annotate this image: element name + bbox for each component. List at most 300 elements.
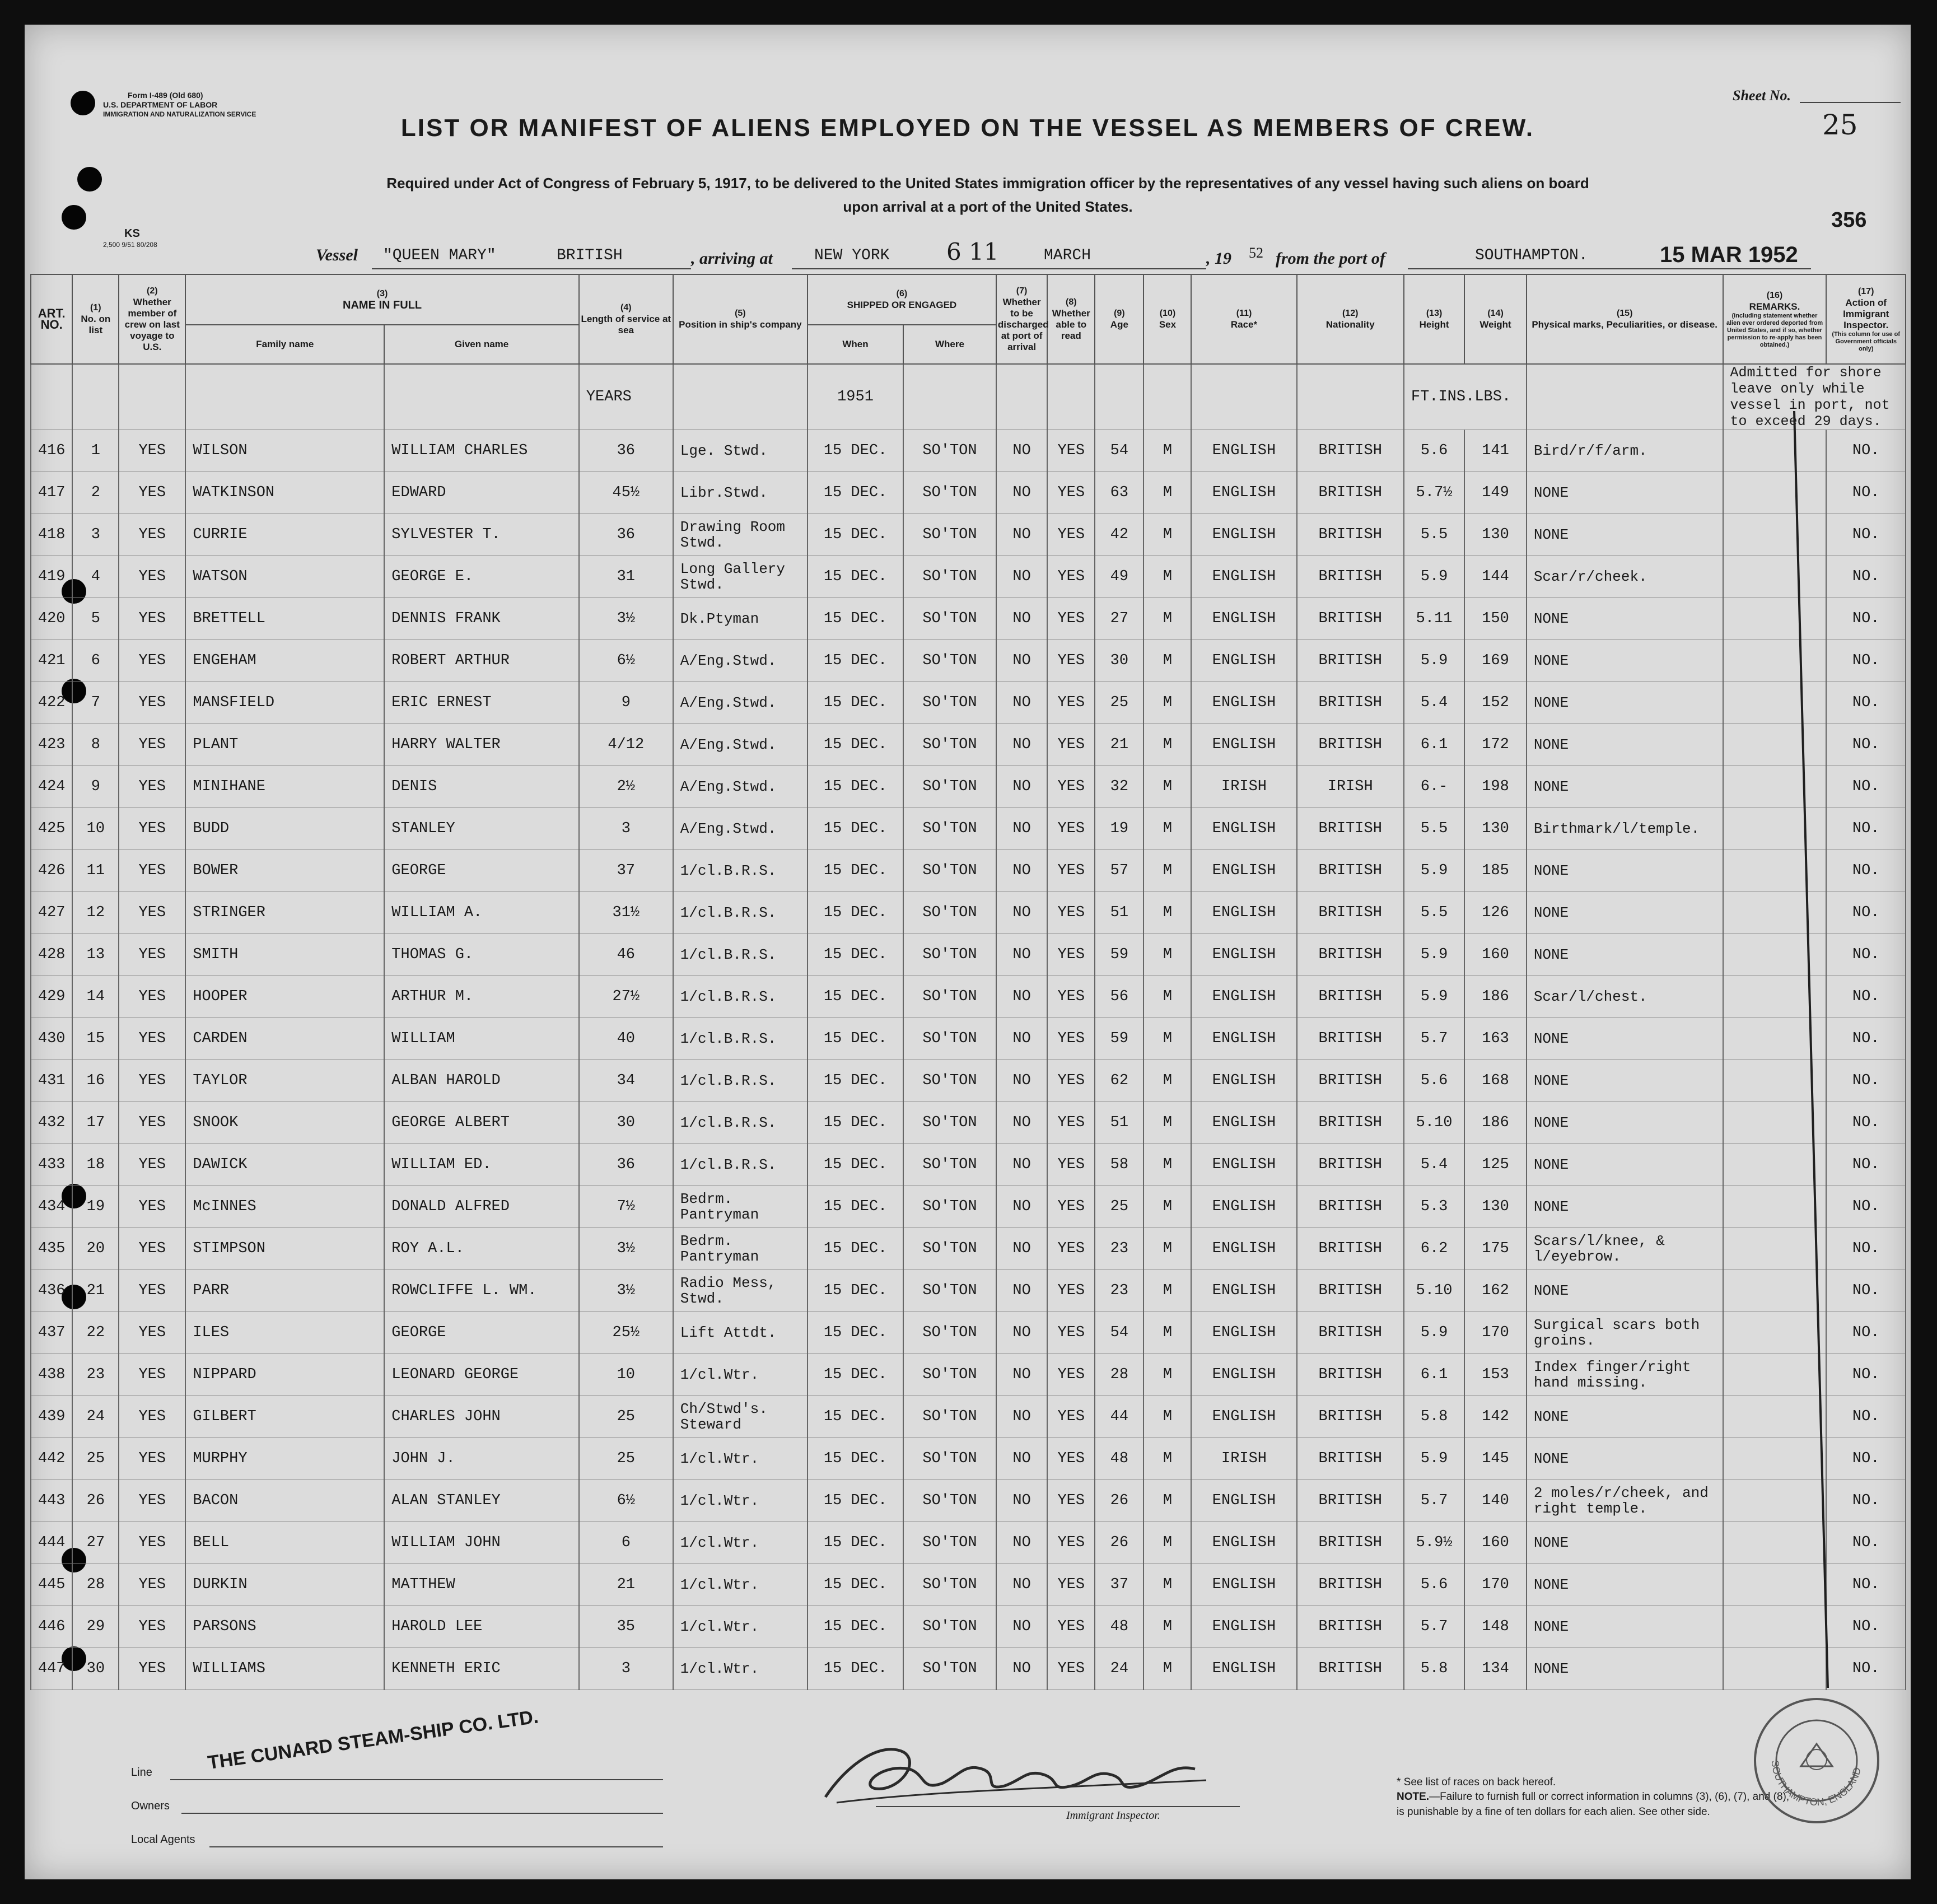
cell-sex: M	[1143, 472, 1191, 514]
cell-family: MANSFIELD	[185, 682, 384, 724]
crew-row	[31, 1354, 1906, 1396]
cell-height: 5.6	[1404, 430, 1464, 472]
cell-service: 25	[579, 1396, 673, 1438]
cell-age: 28	[1095, 1354, 1143, 1396]
cell-where: SO'TON	[903, 1102, 996, 1144]
cell-no: 8	[72, 724, 119, 766]
cell-prev: YES	[119, 514, 185, 556]
cell-sex: M	[1143, 1606, 1191, 1648]
cell-service: 46	[579, 934, 673, 976]
cell-read: YES	[1047, 1270, 1095, 1312]
cell-sex: M	[1143, 1648, 1191, 1690]
cell-weight: 140	[1464, 1480, 1527, 1522]
cell-read: YES	[1047, 472, 1095, 514]
cell-race: ENGLISH	[1191, 1186, 1296, 1228]
cell-age: 32	[1095, 766, 1143, 808]
cell-where: SO'TON	[903, 892, 996, 934]
cell-position: 1/cl.B.R.S.	[673, 1144, 808, 1186]
cell-action: NO.	[1826, 1396, 1906, 1438]
cell-read: YES	[1047, 1186, 1095, 1228]
cell-family: STIMPSON	[185, 1228, 384, 1270]
cell-where: SO'TON	[903, 976, 996, 1018]
cell-nationality: BRITISH	[1297, 934, 1404, 976]
cell-action: NO.	[1826, 1186, 1906, 1228]
cell-sex: M	[1143, 808, 1191, 850]
crew-row	[31, 1312, 1906, 1354]
cell-discharged: NO	[996, 766, 1047, 808]
inspector-label: Immigrant Inspector.	[1066, 1809, 1160, 1822]
cell-nationality: BRITISH	[1297, 724, 1404, 766]
cell-given: THOMAS G.	[384, 934, 579, 976]
cell-no: 16	[72, 1060, 119, 1102]
cell-height: 6.-	[1404, 766, 1464, 808]
cell-age: 24	[1095, 1648, 1143, 1690]
cell-art: 428	[31, 934, 72, 976]
cell-race: ENGLISH	[1191, 1564, 1296, 1606]
cell-family: BOWER	[185, 850, 384, 892]
cell-discharged: NO	[996, 1522, 1047, 1564]
cell-race: ENGLISH	[1191, 724, 1296, 766]
cell-marks: NONE	[1527, 1060, 1723, 1102]
cell-sex: M	[1143, 1186, 1191, 1228]
cell-prev: YES	[119, 976, 185, 1018]
cell-position: 1/cl.B.R.S.	[673, 934, 808, 976]
cell-height: 5.3	[1404, 1186, 1464, 1228]
cell-nationality: BRITISH	[1297, 1060, 1404, 1102]
cell-read: YES	[1047, 1606, 1095, 1648]
cell-discharged: NO	[996, 430, 1047, 472]
cell-weight: 172	[1464, 724, 1527, 766]
cell-where: SO'TON	[903, 1480, 996, 1522]
cell-height: 5.5	[1404, 892, 1464, 934]
col-weight: (14) Weight	[1464, 274, 1527, 364]
crew-row	[31, 892, 1906, 934]
crew-row	[31, 1396, 1906, 1438]
cell-action: NO.	[1826, 430, 1906, 472]
cell-race: ENGLISH	[1191, 850, 1296, 892]
printer-code: KS	[124, 227, 140, 240]
cell-art: 418	[31, 514, 72, 556]
cell-position: A/Eng.Stwd.	[673, 640, 808, 682]
cell-art: 439	[31, 1396, 72, 1438]
cell-family: CURRIE	[185, 514, 384, 556]
cell-position: Lift Attdt.	[673, 1312, 808, 1354]
cell-family: GILBERT	[185, 1396, 384, 1438]
col-race: (11) Race*	[1191, 274, 1296, 364]
cell-height: 5.7½	[1404, 472, 1464, 514]
cell-action: NO.	[1826, 892, 1906, 934]
cell-action: NO.	[1826, 1648, 1906, 1690]
cell-read: YES	[1047, 1522, 1095, 1564]
cell-art: 432	[31, 1102, 72, 1144]
cell-sex: M	[1143, 598, 1191, 640]
cell-height: 5.9	[1404, 1438, 1464, 1480]
cell-race: ENGLISH	[1191, 808, 1296, 850]
arriving-label: , arriving at	[691, 249, 773, 268]
cell-action: NO.	[1826, 1228, 1906, 1270]
cell-action: NO.	[1826, 598, 1906, 640]
col-inspector-action: (17) Action of Immigrant Inspector. (This column for use of Government officials only)	[1826, 274, 1906, 364]
cell-read: YES	[1047, 1438, 1095, 1480]
cell-no: 17	[72, 1102, 119, 1144]
col-name-in-full: (3) NAME IN FULL	[185, 274, 579, 325]
cell-read: YES	[1047, 1144, 1095, 1186]
cell-given: JOHN J.	[384, 1438, 579, 1480]
cell-read: YES	[1047, 1228, 1095, 1270]
col-no-on-list: (1) No. on list	[72, 274, 119, 364]
cell-art: 426	[31, 850, 72, 892]
cell-where: SO'TON	[903, 1522, 996, 1564]
cell-no: 3	[72, 514, 119, 556]
crew-row	[31, 976, 1906, 1018]
cell-no: 4	[72, 556, 119, 598]
punch-hole	[62, 205, 86, 230]
cell-when: 15 DEC.	[808, 556, 903, 598]
crew-manifest-table	[30, 274, 1906, 1690]
cell-height: 5.9	[1404, 640, 1464, 682]
cell-marks: NONE	[1527, 1606, 1723, 1648]
cell-family: McINNES	[185, 1186, 384, 1228]
cell-service: 7½	[579, 1186, 673, 1228]
crew-row	[31, 640, 1906, 682]
cell-read: YES	[1047, 934, 1095, 976]
departure-port: SOUTHAMPTON.	[1475, 247, 1588, 264]
cell-marks: NONE	[1527, 640, 1723, 682]
cell-no: 7	[72, 682, 119, 724]
cell-age: 57	[1095, 850, 1143, 892]
cell-action: NO.	[1826, 1480, 1906, 1522]
cell-given: ARTHUR M.	[384, 976, 579, 1018]
cell-no: 6	[72, 640, 119, 682]
cell-given: ROBERT ARTHUR	[384, 640, 579, 682]
cell-when: 15 DEC.	[808, 1480, 903, 1522]
cell-action: NO.	[1826, 1564, 1906, 1606]
col-art-no: ART. NO.	[31, 274, 72, 364]
cell-discharged: NO	[996, 808, 1047, 850]
cell-marks: NONE	[1527, 850, 1723, 892]
cell-age: 48	[1095, 1438, 1143, 1480]
crew-row	[31, 430, 1906, 472]
cell-where: SO'TON	[903, 1312, 996, 1354]
owners-label: Owners	[131, 1800, 170, 1812]
cell-nationality: BRITISH	[1297, 1312, 1404, 1354]
cell-discharged: NO	[996, 1438, 1047, 1480]
manifest-sheet	[25, 25, 1911, 1879]
cell-where: SO'TON	[903, 1270, 996, 1312]
cell-where: SO'TON	[903, 1396, 996, 1438]
cell-nationality: BRITISH	[1297, 1186, 1404, 1228]
cell-marks: Scars/l/knee, & l/eyebrow.	[1527, 1228, 1723, 1270]
cell-service: 3½	[579, 1270, 673, 1312]
cell-where: SO'TON	[903, 430, 996, 472]
cell-race: IRISH	[1191, 766, 1296, 808]
cell-prev: YES	[119, 1228, 185, 1270]
cell-nationality: BRITISH	[1297, 598, 1404, 640]
cell-height: 5.7	[1404, 1480, 1464, 1522]
cell-when: 15 DEC.	[808, 598, 903, 640]
cell-race: ENGLISH	[1191, 1396, 1296, 1438]
cell-where: SO'TON	[903, 1564, 996, 1606]
cell-age: 63	[1095, 472, 1143, 514]
cell-given: ROY A.L.	[384, 1228, 579, 1270]
cell-family: PLANT	[185, 724, 384, 766]
cell-no: 10	[72, 808, 119, 850]
cell-age: 62	[1095, 1060, 1143, 1102]
cell-action: NO.	[1826, 640, 1906, 682]
cell-discharged: NO	[996, 1102, 1047, 1144]
cell-weight: 186	[1464, 976, 1527, 1018]
cell-marks: NONE	[1527, 1648, 1723, 1690]
cell-race: ENGLISH	[1191, 1018, 1296, 1060]
footer	[103, 1706, 1895, 1875]
cell-race: ENGLISH	[1191, 892, 1296, 934]
cell-when: 15 DEC.	[808, 1144, 903, 1186]
cell-no: 14	[72, 976, 119, 1018]
cell-read: YES	[1047, 892, 1095, 934]
cell-art: 420	[31, 598, 72, 640]
cell-given: DENNIS FRANK	[384, 598, 579, 640]
cell-family: BACON	[185, 1480, 384, 1522]
col-nationality: (12) Nationality	[1297, 274, 1404, 364]
cell-family: DURKIN	[185, 1564, 384, 1606]
cell-no: 12	[72, 892, 119, 934]
cell-position: Radio Mess, Stwd.	[673, 1270, 808, 1312]
cell-weight: 130	[1464, 1186, 1527, 1228]
cell-height: 5.9	[1404, 1312, 1464, 1354]
cell-discharged: NO	[996, 1648, 1047, 1690]
cell-action: NO.	[1826, 1354, 1906, 1396]
cell-race: ENGLISH	[1191, 1354, 1296, 1396]
cell-read: YES	[1047, 1648, 1095, 1690]
cell-age: 23	[1095, 1228, 1143, 1270]
cell-given: GEORGE	[384, 850, 579, 892]
cell-height: 5.4	[1404, 1144, 1464, 1186]
cell-position: 1/cl.Wtr.	[673, 1564, 808, 1606]
cell-marks: Birthmark/l/temple.	[1527, 808, 1723, 850]
cell-age: 27	[1095, 598, 1143, 640]
cell-position: Libr.Stwd.	[673, 472, 808, 514]
cell-height: 5.9	[1404, 850, 1464, 892]
cell-position: Dk.Ptyman	[673, 598, 808, 640]
cell-action: NO.	[1826, 682, 1906, 724]
cell-sex: M	[1143, 682, 1191, 724]
arrival-port: NEW YORK	[814, 247, 890, 264]
cell-sex: M	[1143, 1270, 1191, 1312]
cell-discharged: NO	[996, 598, 1047, 640]
cell-position: A/Eng.Stwd.	[673, 724, 808, 766]
crew-row	[31, 1186, 1906, 1228]
cell-read: YES	[1047, 1018, 1095, 1060]
crew-row	[31, 1102, 1906, 1144]
races-note: * See list of races on back hereof.	[1397, 1776, 1556, 1788]
table-header	[31, 274, 1906, 364]
cell-position: 1/cl.Wtr.	[673, 1354, 808, 1396]
year-suffix: 52	[1249, 245, 1263, 261]
cell-no: 28	[72, 1564, 119, 1606]
cell-when: 15 DEC.	[808, 766, 903, 808]
cell-marks: NONE	[1527, 1396, 1723, 1438]
cell-age: 26	[1095, 1480, 1143, 1522]
cell-weight: 148	[1464, 1606, 1527, 1648]
cell-service: 6½	[579, 640, 673, 682]
cell-position: 1/cl.Wtr.	[673, 1438, 808, 1480]
cell-weight: 125	[1464, 1144, 1527, 1186]
crew-row	[31, 1438, 1906, 1480]
cell-discharged: NO	[996, 892, 1047, 934]
cell-nationality: BRITISH	[1297, 1606, 1404, 1648]
cell-given: ROWCLIFFE L. WM.	[384, 1270, 579, 1312]
cell-art: 425	[31, 808, 72, 850]
cell-read: YES	[1047, 1396, 1095, 1438]
col-able-to-read: (8) Whether able to read	[1047, 274, 1095, 364]
cell-weight: 134	[1464, 1648, 1527, 1690]
cell-service: 30	[579, 1102, 673, 1144]
cell-no: 9	[72, 766, 119, 808]
cell-where: SO'TON	[903, 766, 996, 808]
line-label: Line	[131, 1766, 152, 1779]
cell-nationality: BRITISH	[1297, 1564, 1404, 1606]
cell-nationality: BRITISH	[1297, 1648, 1404, 1690]
crew-row	[31, 1270, 1906, 1312]
cell-height: 6.1	[1404, 1354, 1464, 1396]
cell-family: PARSONS	[185, 1606, 384, 1648]
cell-family: ENGEHAM	[185, 640, 384, 682]
cell-weight: 163	[1464, 1018, 1527, 1060]
crew-row	[31, 934, 1906, 976]
cell-service: 36	[579, 514, 673, 556]
cell-action: NO.	[1826, 514, 1906, 556]
service: IMMIGRATION AND NATURALIZATION SERVICE	[103, 110, 256, 118]
cell-art: 442	[31, 1438, 72, 1480]
cell-no: 20	[72, 1228, 119, 1270]
cell-service: 40	[579, 1018, 673, 1060]
cell-race: ENGLISH	[1191, 1144, 1296, 1186]
cell-discharged: NO	[996, 472, 1047, 514]
cell-age: 59	[1095, 934, 1143, 976]
cell-discharged: NO	[996, 1564, 1047, 1606]
cell-race: ENGLISH	[1191, 640, 1296, 682]
cell-family: BUDD	[185, 808, 384, 850]
cell-position: A/Eng.Stwd.	[673, 682, 808, 724]
cell-discharged: NO	[996, 850, 1047, 892]
cell-weight: 150	[1464, 598, 1527, 640]
cell-action: NO.	[1826, 1060, 1906, 1102]
cell-art: 430	[31, 1018, 72, 1060]
cell-height: 5.9½	[1404, 1522, 1464, 1564]
cell-weight: 130	[1464, 514, 1527, 556]
cell-nationality: BRITISH	[1297, 682, 1404, 724]
cell-given: MATTHEW	[384, 1564, 579, 1606]
page-title: LIST OR MANIFEST OF ALIENS EMPLOYED ON THE VESSEL AS MEMBERS OF CREW.	[400, 114, 1535, 142]
year-prefix: , 19	[1206, 249, 1231, 268]
cell-nationality: BRITISH	[1297, 1522, 1404, 1564]
cell-weight: 168	[1464, 1060, 1527, 1102]
cell-service: 10	[579, 1354, 673, 1396]
cell-height: 6.1	[1404, 724, 1464, 766]
cell-action: NO.	[1826, 1606, 1906, 1648]
cell-age: 42	[1095, 514, 1143, 556]
cell-weight: 186	[1464, 1102, 1527, 1144]
cell-family: HOOPER	[185, 976, 384, 1018]
cell-marks: NONE	[1527, 598, 1723, 640]
cell-when: 15 DEC.	[808, 976, 903, 1018]
subtitle-line-1: Required under Act of Congress of February 5, 1917, to be delivered to the United States immigration officer by the representatives of any vessel having such aliens on board	[386, 175, 1589, 192]
cell-action: NO.	[1826, 1144, 1906, 1186]
cell-service: 35	[579, 1606, 673, 1648]
col-remarks: (16) REMARKS. (Including statement whether alien ever ordered deported from United States, and if so, whether permission to re-apply has been obtained.)	[1723, 274, 1827, 364]
cell-race: ENGLISH	[1191, 514, 1296, 556]
cell-position: Ch/Stwd's. Steward	[673, 1396, 808, 1438]
cell-service: 3½	[579, 598, 673, 640]
cell-sex: M	[1143, 976, 1191, 1018]
cell-when: 15 DEC.	[808, 1564, 903, 1606]
cell-marks: NONE	[1527, 1438, 1723, 1480]
cell-action: NO.	[1826, 1102, 1906, 1144]
cell-read: YES	[1047, 976, 1095, 1018]
cell-race: ENGLISH	[1191, 1270, 1296, 1312]
cell-position: Lge. Stwd.	[673, 430, 808, 472]
cell-age: 25	[1095, 682, 1143, 724]
cell-position: A/Eng.Stwd.	[673, 808, 808, 850]
cell-age: 51	[1095, 1102, 1143, 1144]
cell-given: EDWARD	[384, 472, 579, 514]
cell-prev: YES	[119, 1312, 185, 1354]
cell-weight: 162	[1464, 1270, 1527, 1312]
cell-weight: 145	[1464, 1438, 1527, 1480]
cell-no: 11	[72, 850, 119, 892]
cell-no: 24	[72, 1396, 119, 1438]
crew-row	[31, 556, 1906, 598]
cell-weight: 160	[1464, 1522, 1527, 1564]
cell-when: 15 DEC.	[808, 934, 903, 976]
owners-stamp: THE CUNARD STEAM-SHIP CO. LTD.	[206, 1706, 540, 1774]
cell-marks: NONE	[1527, 1186, 1723, 1228]
cell-age: 54	[1095, 430, 1143, 472]
cell-given: WILLIAM	[384, 1018, 579, 1060]
cell-discharged: NO	[996, 556, 1047, 598]
cell-read: YES	[1047, 1312, 1095, 1354]
sheet-label: Sheet No.	[1733, 87, 1791, 104]
cell-height: 5.6	[1404, 1060, 1464, 1102]
cell-height: 5.7	[1404, 1606, 1464, 1648]
cell-art: 424	[31, 766, 72, 808]
cell-art: 416	[31, 430, 72, 472]
cell-prev: YES	[119, 556, 185, 598]
cell-discharged: NO	[996, 1354, 1047, 1396]
cell-art: 433	[31, 1144, 72, 1186]
cell-service: 31	[579, 556, 673, 598]
cell-height: 5.4	[1404, 682, 1464, 724]
cell-age: 21	[1095, 724, 1143, 766]
cell-when: 15 DEC.	[808, 1648, 903, 1690]
penalty-note: NOTE.—Failure to furnish full or correct information in columns (3), (6), (7), and (8), is punishable by a fine of ten dollars for each alien. See other side.	[1397, 1791, 1790, 1818]
cell-art: 427	[31, 892, 72, 934]
cell-nationality: BRITISH	[1297, 1102, 1404, 1144]
cell-marks: Bird/r/f/arm.	[1527, 430, 1723, 472]
units-row	[31, 364, 1906, 430]
col-sex: (10) Sex	[1143, 274, 1191, 364]
cell-art: 429	[31, 976, 72, 1018]
cell-service: 21	[579, 1564, 673, 1606]
cell-race: ENGLISH	[1191, 556, 1296, 598]
cell-given: LEONARD GEORGE	[384, 1354, 579, 1396]
col-age: (9) Age	[1095, 274, 1143, 364]
cell-art: 447	[31, 1648, 72, 1690]
cell-weight: 130	[1464, 808, 1527, 850]
cell-marks: NONE	[1527, 724, 1723, 766]
cell-no: 13	[72, 934, 119, 976]
vessel-name: "QUEEN MARY"	[383, 247, 496, 264]
